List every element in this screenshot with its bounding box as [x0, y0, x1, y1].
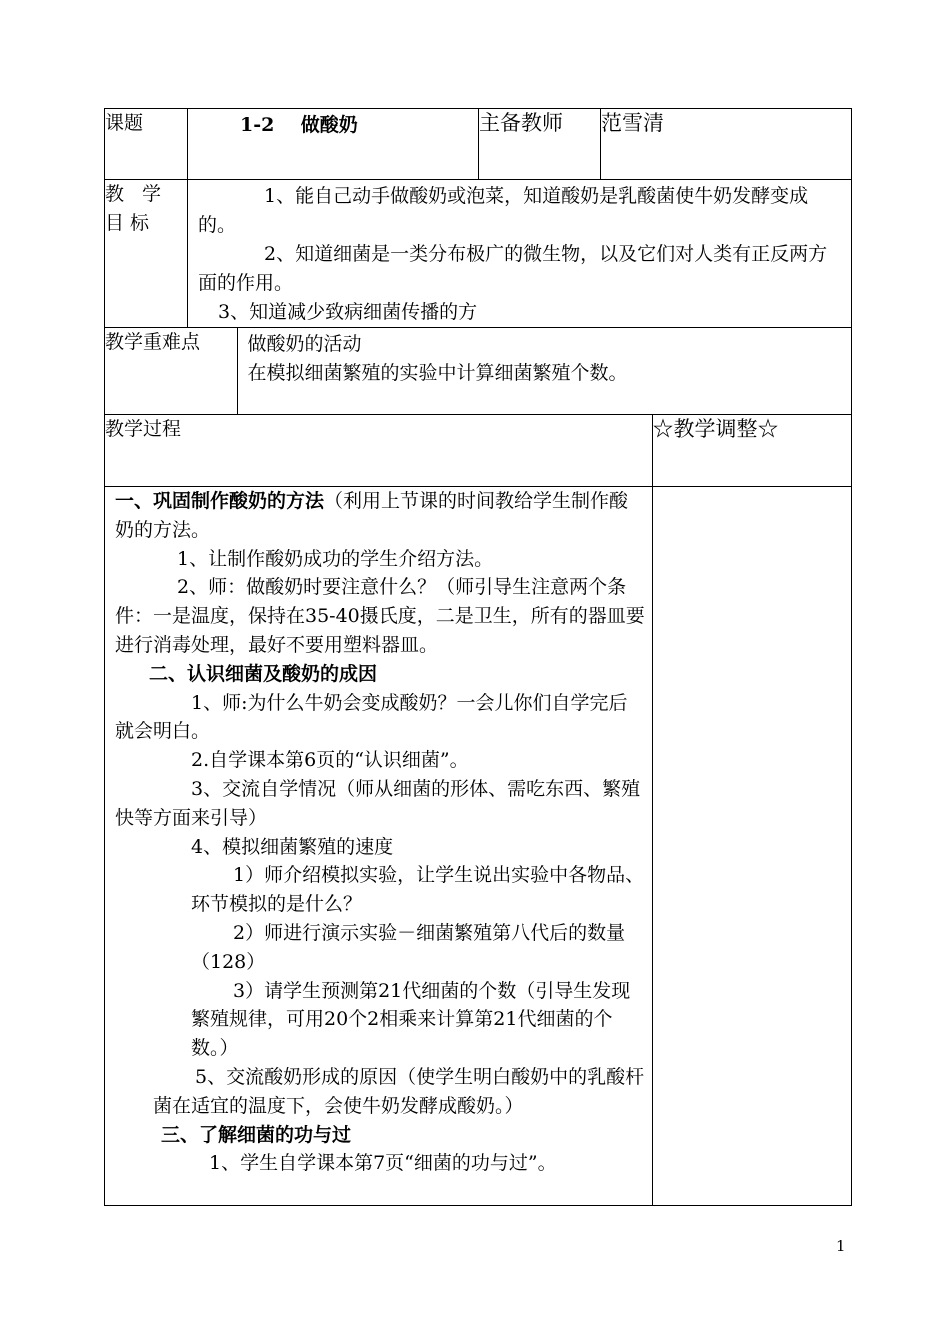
goal-item-2: 2、知道细菌是一类分布极广的微生物，以及它们对人类有正反两方面的作用。 [198, 243, 828, 294]
process-content-row [105, 487, 852, 1206]
topic-label: 课题 [105, 109, 188, 180]
process-content [105, 487, 652, 1205]
section-3-title: 三、了解细菌的功与过 [161, 1123, 352, 1146]
goals-row [105, 180, 852, 328]
section-2-para-5: 5、交流酸奶形成的原因（使学生明白酸奶中的乳酸杆菌在适宜的温度下，会使牛奶发酵成酸奶。） [153, 1065, 645, 1117]
key-points-label: 教学重难点 [105, 328, 237, 414]
section-2-para-3: 3、交流自学情况（师从细菌的形体、需吃东西、繁殖快等方面来引导） [115, 777, 641, 829]
process-label: 教学过程 [105, 415, 652, 486]
adjust-label: ☆教学调整☆ [652, 417, 779, 441]
adjust-content [652, 487, 851, 1205]
section-2-para-2: 2.自学课本第6页的“认识细菌”。 [191, 749, 469, 772]
section-1-para-2: 2、师：做酸奶时要注意什么？（师引导生注意两个条件：一是温度，保持在35-40摄氏度，二是卫生，所有的器皿要进行消毒处理，最好不要用塑料器皿。 [115, 576, 645, 656]
topic-value: 1-2 做酸奶 [188, 109, 479, 180]
key-point-2: 在模拟细菌繁殖的实验中计算细菌繁殖个数。 [247, 362, 628, 384]
goal-item-1: 1、能自己动手做酸奶或泡菜，知道酸奶是乳酸菌使牛奶发酵变成的。 [198, 185, 809, 236]
key-points-content [237, 328, 851, 414]
header-row [105, 109, 852, 180]
goal-item-3: 3、知道减少致病细菌传播的方 [218, 301, 478, 323]
section-1-title: 一、巩固制作酸奶的方法 [115, 490, 325, 512]
teacher-label: 主备教师 [479, 109, 601, 180]
process-header-row [105, 415, 852, 487]
section-2-para-1: 1、师:为什么牛奶会变成酸奶？一会儿你们自学完后就会明白。 [115, 691, 628, 743]
section-1-note: （利用上节课的时间教给学生制作酸奶的方法。 [115, 490, 629, 541]
lesson-plan-table [104, 108, 852, 1206]
section-2-para-4: 4、模拟细菌繁殖的速度 [191, 835, 394, 858]
teacher-value: 范雪清 [601, 109, 852, 180]
goals-content [188, 180, 852, 328]
page-number: 1 [836, 1237, 846, 1255]
section-2-para-4-3: 3）请学生预测第21代细菌的个数（引导生发现繁殖规律，可用20个2相乘来计算第21代细菌的个数。） [191, 979, 631, 1060]
goals-label: 教 学 目标 [105, 180, 188, 328]
key-point-1: 做酸奶的活动 [247, 333, 362, 355]
key-points-row [105, 328, 852, 415]
section-1-para-1: 1、让制作酸奶成功的学生介绍方法。 [177, 547, 494, 570]
section-2-title: 二、认识细菌及酸奶的成因 [149, 662, 378, 685]
section-2-para-4-1: 1）师介绍模拟实验，让学生说出实验中各物品、环节模拟的是什么？ [191, 864, 645, 916]
section-3-para-1: 1、学生自学课本第7页“细菌的功与过”。 [209, 1152, 557, 1175]
section-2-para-4-2: 2）师进行演示实验－细菌繁殖第八代后的数量（128） [191, 921, 626, 973]
